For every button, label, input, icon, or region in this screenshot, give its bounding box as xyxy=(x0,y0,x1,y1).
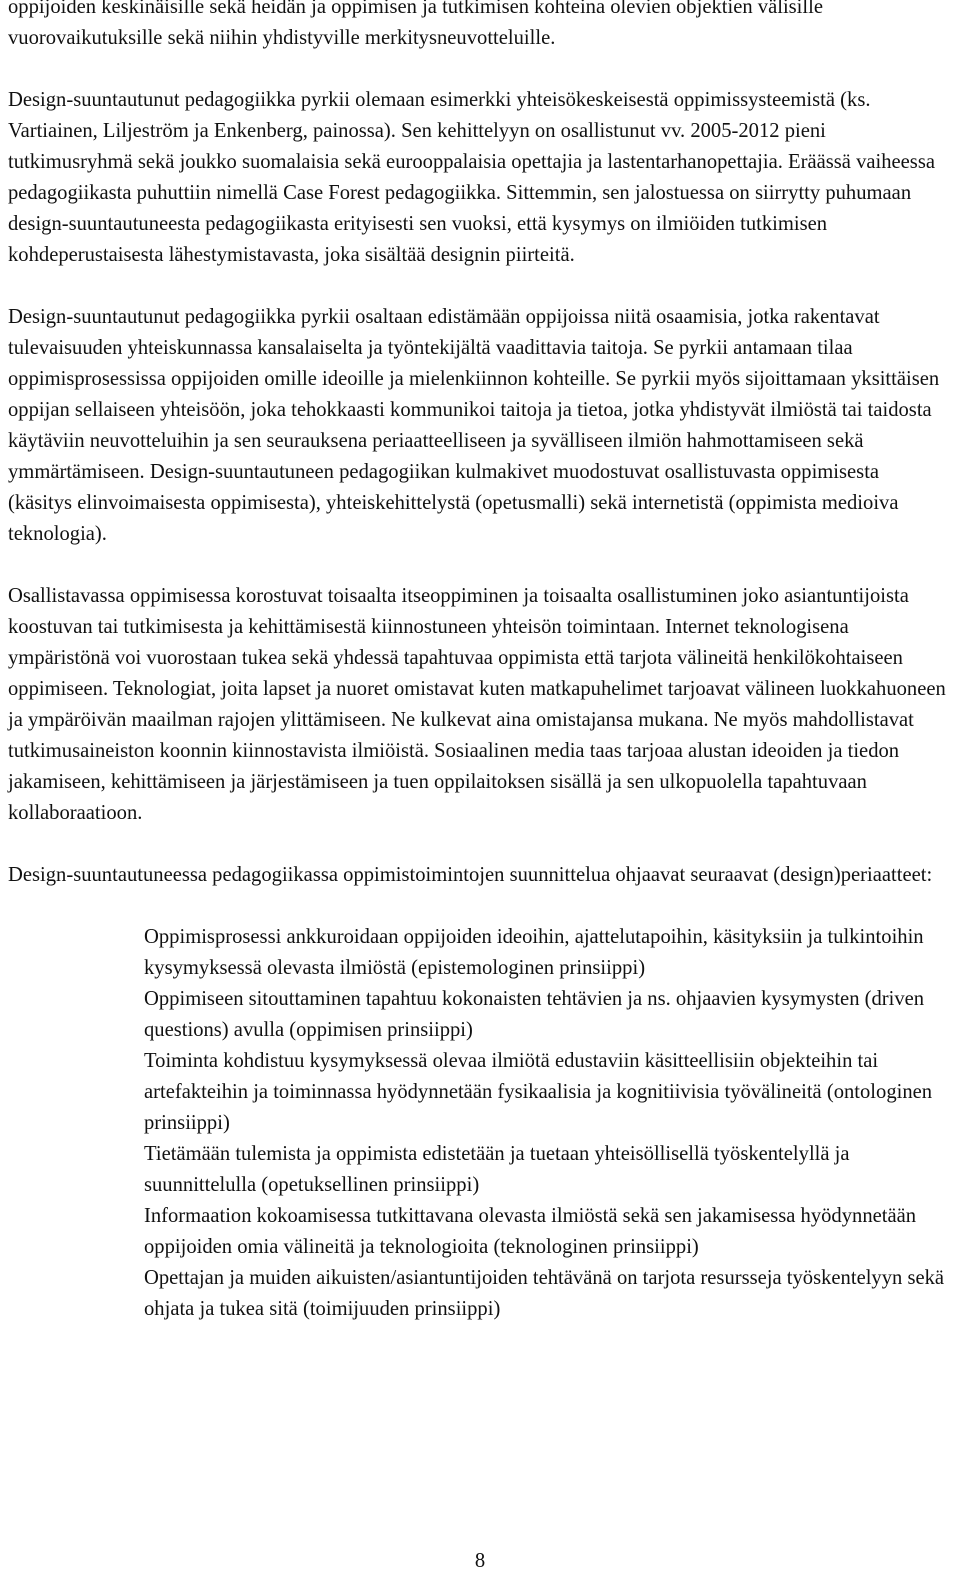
principle-item-technological: Informaation kokoamisessa tutkittavana olevasta ilmiöstä sekä sen jakamisessa hyödynnetään oppijoiden omia välineitä ja teknologioita (teknologinen prinsiippi) xyxy=(144,1205,917,1258)
paragraph-design-pedagogy-goals: Design-suuntautunut pedagogiikka pyrkii osaltaan edistämään oppijoissa niitä osaamisia, jotka rakentavat tulevaisuuden yhteiskunnassa kansalaiselta ja työntekijältä vaadittavia taitoja. Se pyrkii antamaan tilaa oppimisprosessissa oppijoiden omille ideoille ja mielenkiinnon kohteille. Se pyrkii myös sijoittamaan yksittäisen oppijan sellaiseen yhteisöön, joka tehokkaasti kommunikoi taitoja ja tietoa, jotka yhdistyvät ilmiöstä tai taidosta käytäviin neuvotteluihin ja sen seurauksena periaatteelliseen ja syvälliseen ilmiön hahmottamiseen sekä ymmärtämiseen. Design-suuntautuneen pedagogiikan kulmakivet muodostuvat osallistuvasta oppimisesta (käsitys elinvoimaisesta oppimisesta), yhteiskehittelystä (opetusmalli) sekä internetistä (oppimista medioiva teknologia). xyxy=(8,306,940,545)
paragraph-principles-intro: Design-suuntautuneessa pedagogiikassa oppimistoimintojen suunnittelua ohjaavat seuraavat (design)periaatteet: xyxy=(8,864,933,886)
paragraph-design-pedagogy-intro: Design-suuntautunut pedagogiikka pyrkii olemaan esimerkki yhteisökeskeisestä oppimissysteemistä (ks. Vartiainen, Liljeström ja Enkenberg, painossa). Sen kehittelyyn on osallistunut vv. 2005-2012 pieni tutkimusryhmä sekä joukko suomalaisia sekä eurooppalaisia opettajia ja lastentarhanopettajia. Eräässä vaiheessa pedagogiikasta puhuttiin nimellä Case Forest pedagogiikka. Sittemmin, sen jalostuessa on siirrytty puhumaan design-suuntautuneesta pedagogiikasta erityisesti sen vuoksi, että kysymys on ilmiöiden tutkimisen kohdeperustaisesta lähestymistavasta, joka sisältää designin piirteitä. xyxy=(8,89,935,266)
principle-item-instructional: Tietämään tulemista ja oppimista edistetään ja tuetaan yhteisöllisellä työskentelyllä ja suunnittelulla (opetuksellinen prinsiippi) xyxy=(144,1143,850,1196)
paragraph-participatory-learning: Osallistavassa oppimisessa korostuvat toisaalta itseoppiminen ja toisaalta osallistuminen joko asiantuntijoista koostuvan tai tutkimisesta ja kehittämisestä kiinnostuneen yhteisön toimintaan. Internet teknologisena ympäristönä voi vuorostaan tukea sekä yhdessä tapahtuvaa oppimista että tarjota välineitä henkilökohtaiseen oppimiseen. Teknologiat, joita lapset ja nuoret omistavat kuten matkapuhelimet tarjoavat välineen luokkahuoneen ja ympäröivän maailman rajojen ylittämiseen. Ne kulkevat aina omistajansa mukana. Ne myös mahdollistavat tutkimusaineiston koonnin kiinnostavista ilmiöistä. Sosiaalinen media taas tarjoaa alustan ideoiden ja tiedon jakamiseen, kehittämiseen ja järjestämiseen ja tuen oppilaitoksen sisällä ja sen ulkopuolella tapahtuvaan kollaboraatioon. xyxy=(8,585,946,824)
principle-item-ontological: Toiminta kohdistuu kysymyksessä olevaa ilmiötä edustaviin käsitteellisiin objekteihin tai artefakteihin ja toiminnassa hyödynnetään fysikaalisia ja kognitiivisia työvälineitä (ontologinen prinsiippi) xyxy=(144,1050,933,1134)
principle-item-agency: Opettajan ja muiden aikuisten/asiantuntijoiden tehtävänä on tarjota resursseja työskentelyyn sekä ohjata ja tukea sitä (toimijuuden prinsiippi) xyxy=(144,1267,945,1320)
design-principles-list xyxy=(144,922,946,1325)
principle-item-epistemological: Oppimisprosessi ankkuroidaan oppijoiden ideoihin, ajattelutapoihin, käsityksiin ja tulkintoihin kysymyksessä olevasta ilmiöstä (epistemologinen prinsiippi) xyxy=(144,926,924,979)
page-number: 8 xyxy=(474,1550,486,1572)
principle-item-learning: Oppimiseen sitouttaminen tapahtuu kokonaisten tehtävien ja ns. ohjaavien kysymysten (driven questions) avulla (oppimisen prinsiippi) xyxy=(144,988,925,1041)
paragraph-continuation: oppijoiden keskinäisille sekä heidän ja oppimisen ja tutkimisen kohteina olevien objektien välisille vuorovaikutuksille sekä niihin yhdistyville merkitysneuvotteluille. xyxy=(8,0,823,49)
